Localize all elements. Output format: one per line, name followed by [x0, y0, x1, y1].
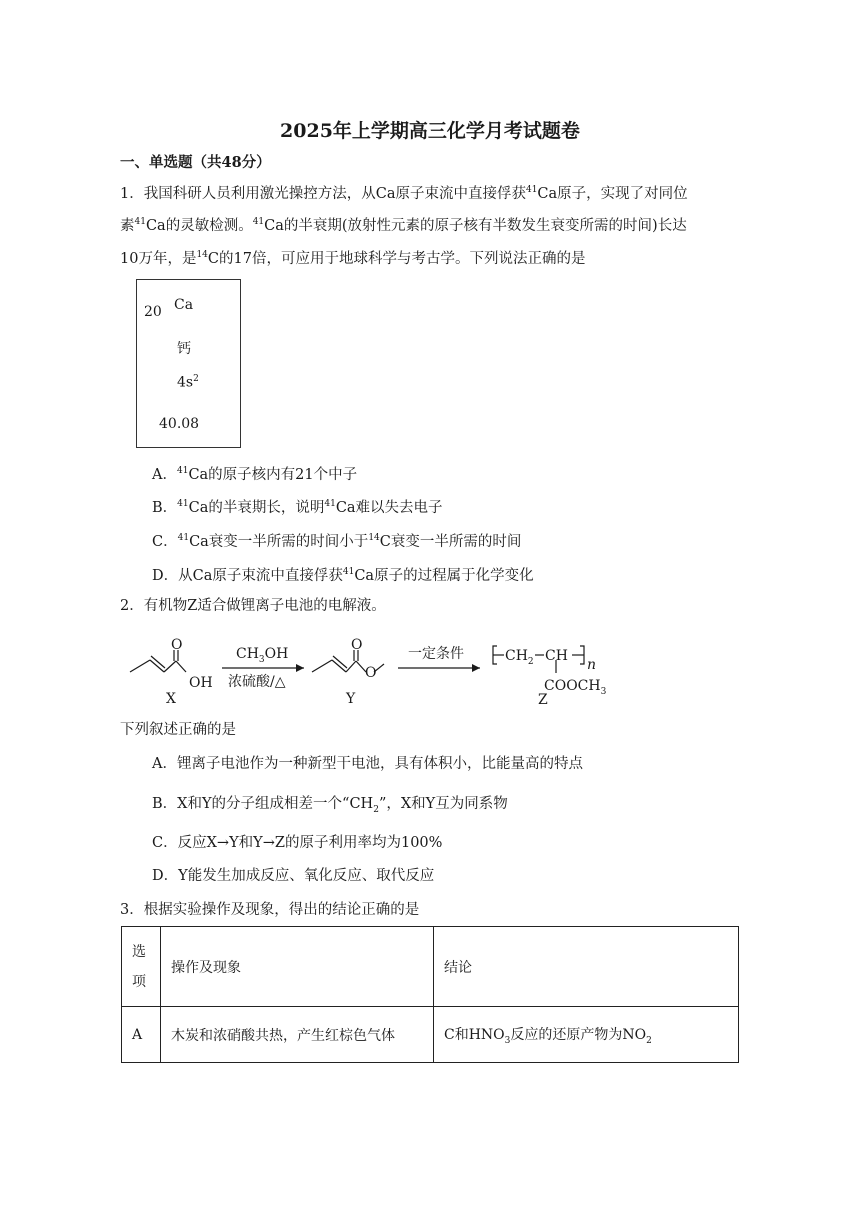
table-row: [122, 1007, 739, 1063]
experiment-table: [121, 926, 739, 1063]
q1-line-1: 1．我国科研人员利用激光操控方法，从Ca原子束流中直接俘获$^{41}$Ca原子，实现了对同位: [120, 185, 688, 202]
periodic-element-box: [136, 279, 241, 448]
page-title: 2025年上学期高三化学月考试题卷: [280, 120, 580, 142]
z-n: n: [587, 657, 597, 673]
q2-prompt: 下列叙述正确的是: [120, 722, 236, 738]
label-z: Z: [538, 692, 548, 708]
q1-option-c[interactable]: C．$^{41}$Ca衰变一半所需的时间小于$^{14}$C衰变一半所需的时间: [152, 533, 522, 550]
q1-option-b[interactable]: B．$^{41}$Ca的半衰期长，说明$^{41}$Ca难以失去电子: [152, 499, 443, 516]
q1-line-3: 10万年，是$^{14}$C的17倍，可应用于地球科学与考古学。下列说法正确的是: [120, 250, 586, 267]
header-operation: 操作及现象: [161, 927, 434, 1007]
q2-option-a[interactable]: A．锂离子电池作为一种新型干电池，具有体积小，比能量高的特点: [152, 756, 583, 772]
atomic-number: 20: [144, 304, 162, 320]
x-hydroxyl: OH: [189, 675, 213, 691]
q1-option-d[interactable]: D．从Ca原子束流中直接俘获$^{41}$Ca原子的过程属于化学变化: [152, 567, 534, 584]
y-carbonyl-o: O: [351, 637, 363, 653]
row-conclusion: C和$HNO_3$反应的还原产物为$NO_2$: [434, 1007, 739, 1063]
q2-option-b[interactable]: B．X和Y的分子组成相差一个“$CH_2$”，X和Y互为同系物: [152, 796, 508, 815]
header-conclusion: 结论: [434, 927, 739, 1007]
q2-stem: 2．有机物Z适合做锂离子电池的电解液。: [120, 598, 386, 614]
reagent-methanol: $CH_3OH$: [236, 646, 289, 665]
q2-option-d[interactable]: D．Y能发生加成反应、氧化反应、取代反应: [152, 868, 435, 884]
row-operation: 木炭和浓硝酸共热，产生红棕色气体: [161, 1007, 434, 1063]
element-symbol: Ca: [174, 297, 194, 313]
reagent-acid: 浓硫酸/△: [228, 674, 286, 690]
atomic-mass: 40.08: [159, 416, 200, 432]
label-y: Y: [346, 691, 356, 707]
z-ch2: $CH_2$: [505, 648, 534, 667]
label-x: X: [166, 691, 176, 707]
y-ester-o: O: [365, 665, 377, 681]
electron-config: $4s^2$: [177, 374, 199, 391]
table-header-row: [122, 927, 739, 1007]
q1-option-a[interactable]: A．$^{41}$Ca的原子核内有21个中子: [152, 466, 358, 483]
z-ester: $COOCH_3$: [544, 678, 607, 697]
q1-line-2: 素$^{41}$Ca的灵敏检测。$^{41}$Ca的半衰期(放射性元素的原子核有半数发生衰变所需的时间)长达: [120, 217, 687, 234]
x-carbonyl-o: O: [171, 637, 183, 653]
row-option: A: [122, 1007, 161, 1063]
q2-option-c[interactable]: C．反应X→Y和Y→Z的原子利用率均为100%: [152, 835, 443, 851]
section-heading: 一、单选题（共48分）: [120, 154, 271, 171]
reaction-scheme: [126, 628, 626, 712]
arrow-head-2: [472, 664, 480, 672]
z-ch: CH: [545, 648, 568, 664]
header-option: 选项: [122, 927, 161, 1007]
reagent-condition: 一定条件: [408, 646, 464, 662]
element-name: 钙: [177, 341, 191, 357]
arrow-head-1: [296, 664, 304, 672]
q3-stem: 3．根据实验操作及现象，得出的结论正确的是: [120, 902, 420, 918]
molecule-x: [130, 650, 186, 672]
